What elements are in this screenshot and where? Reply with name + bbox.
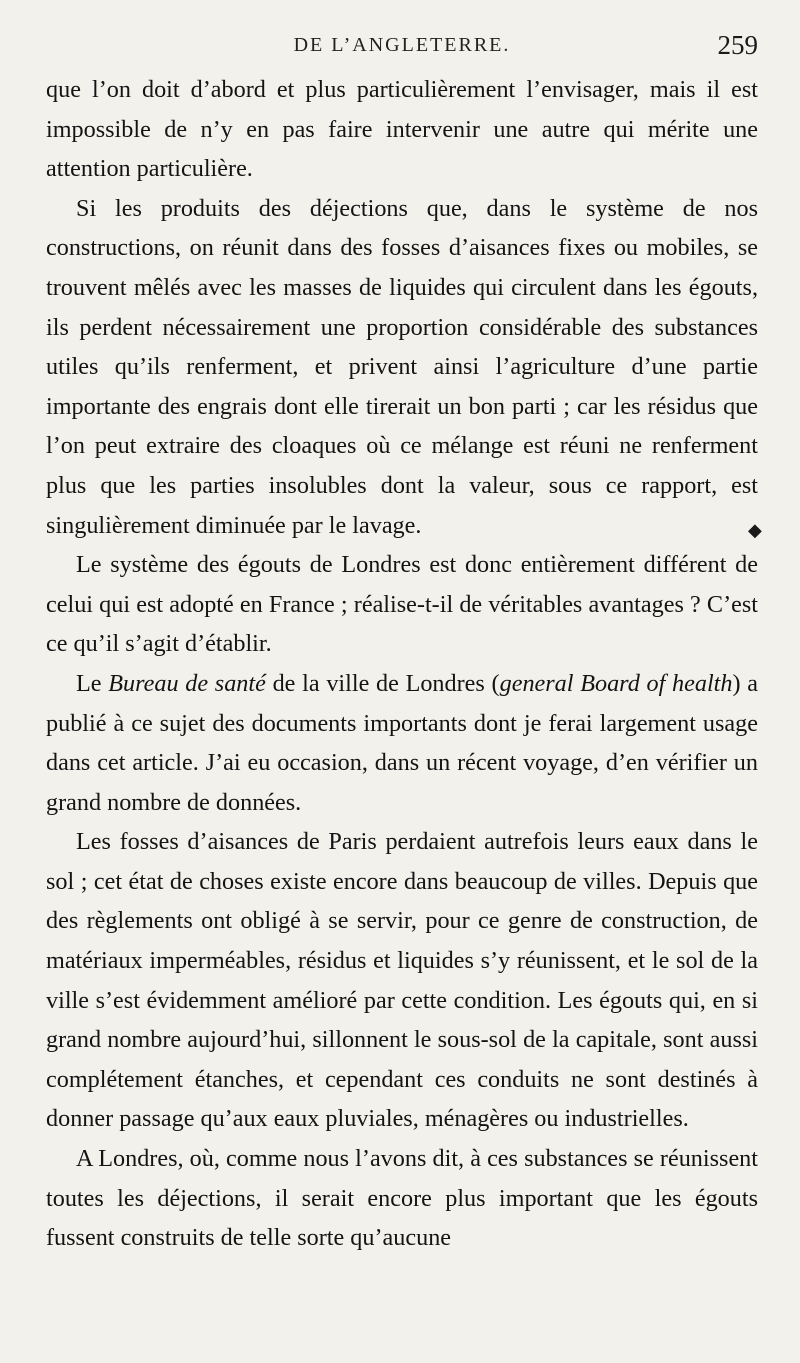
page-number: 259 <box>717 30 758 60</box>
text-run: Les fosses d’aisances de Paris perdaient autrefois leurs eaux dans le sol ; cet état de choses existe encore dans beaucoup de villes. Depuis que des règlements ont obligé à se servir, pour ce genre de construction, de matériaux imperméables, résidus et liquides s’y réunissent, et le sol de la ville s’est évidemment amélioré par cette condition. Les égouts qui, en si grand nombre aujourd’hui, sillonnent le sous-sol de la capitale, sont aussi complétement étanches, et cependant ces conduits ne sont destinés à donner passage qu’aux eaux pluviales, ménagères ou industrielles. <box>46 828 758 1133</box>
body-text <box>46 70 758 1258</box>
running-title: DE L’ANGLETERRE. <box>293 34 511 56</box>
paragraph <box>46 545 758 664</box>
margin-ornament: ◆ <box>748 520 762 541</box>
paragraph <box>46 822 758 1139</box>
paragraph <box>46 664 758 822</box>
text-run: de la ville de Londres ( <box>265 669 500 697</box>
text-run: Le <box>76 669 109 697</box>
paragraph <box>46 189 758 545</box>
italic-phrase: Bureau de santé <box>108 669 266 697</box>
paragraph <box>46 70 758 189</box>
text-run: Si les produits des déjections que, dans le système de nos constructions, on réunit dans des fosses d’aisances fixes ou mobiles, se trouvent mêlés avec les masses de liquides qui circulent dans les égouts, ils perdent nécessairement une proportion considérable des substances utiles qu’ils renferment, et privent ainsi l’agriculture d’une partie importante des engrais dont elle tirerait un bon parti ; car les résidus que l’on peut extraire des cloaques où ce mélange est réuni ne renferment plus que les parties insolubles dont la valeur, sous ce rapport, est singulièrement diminuée par le lavage. <box>46 194 758 539</box>
running-head <box>46 26 758 70</box>
text-run: ) a publié à ce sujet des documents importants dont je ferai largement usage dans cet article. J’ai eu occasion, dans un récent voyage, d’en vérifier un grand nombre de données. <box>46 669 759 816</box>
paragraph <box>46 1139 758 1258</box>
text-run: A Londres, où, comme nous l’avons dit, à ces substances se réunissent toutes les déjections, il serait encore plus important que les égouts fussent construits de telle sorte qu’aucune <box>46 1145 758 1252</box>
text-run: Le système des égouts de Londres est donc entièrement différent de celui qui est adopté en France ; réalise-t-il de véritables avantages ? C’est ce qu’il s’agit d’établir. <box>46 551 758 658</box>
text-run: que l’on doit d’abord et plus particulièrement l’envisager, mais il est impossible de n’y en pas faire intervenir une autre qui mérite une attention particulière. <box>46 76 758 183</box>
italic-phrase: general Board of health <box>499 669 733 697</box>
